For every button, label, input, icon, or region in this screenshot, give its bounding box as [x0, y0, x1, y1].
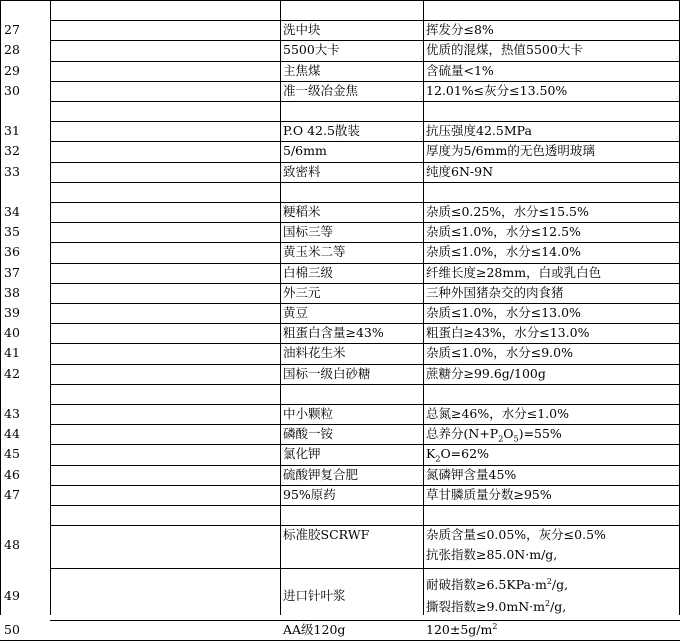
standard-line-1: 抗压强度42.5MPa: [426, 123, 532, 139]
item-standard: [423, 620, 680, 640]
table-row: [0, 303, 680, 323]
item-spec: 氯化钾: [283, 446, 321, 462]
item-spec: 致密料: [283, 163, 321, 179]
item-spec: 进口针叶浆: [283, 587, 346, 603]
row-divider: [50, 283, 680, 284]
row-number: 46: [4, 466, 20, 482]
table-row: [0, 222, 680, 242]
row-divider: [50, 162, 680, 163]
item-standard: [423, 303, 680, 323]
column-divider: [0, 0, 1, 615]
row-divider: [50, 343, 680, 344]
item-spec: AA级120g: [283, 622, 346, 638]
category-row: [0, 182, 680, 202]
item-standard: [423, 323, 680, 343]
row-divider: [50, 121, 680, 122]
row-divider: [50, 364, 680, 365]
standard-line-1: 粗蛋白≥43%，水分≤13.0%: [426, 325, 590, 341]
standard-line-2: 撕裂指数$\ge 9.0mN\cdot m^2/g$,: [426, 598, 567, 614]
item-spec: 标准胶SCRWF: [283, 527, 370, 543]
standard-line-1: 蔗糖分≥99.6g/100g: [426, 365, 546, 381]
row-number: 32: [4, 143, 20, 159]
row-number: 44: [4, 426, 20, 442]
item-standard: [423, 141, 680, 161]
column-divider: [50, 0, 51, 615]
row-divider: [50, 505, 680, 506]
item-standard: [423, 202, 680, 222]
standard-line-1: $120\pm 5g/m^2$: [426, 621, 498, 638]
row-number: 33: [4, 163, 20, 179]
standard-line-1: 总氮≥46%，水分≤1.0%: [426, 406, 569, 421]
row-divider: [50, 404, 680, 405]
standard-line-1: 氮磷钾含量45%: [426, 466, 517, 482]
standard-line-1: 杂质≤1.0%，水分≤14.0%: [426, 244, 581, 260]
row-divider: [50, 263, 680, 264]
item-standard: [423, 242, 680, 262]
standard-line-2: 抗张指数≥85.0N·m/g,: [426, 547, 558, 563]
row-divider: [50, 444, 680, 445]
category-row: [0, 505, 680, 525]
standard-line-1: $K_2O=62\%$: [426, 446, 489, 464]
item-spec: 准一级冶金焦: [283, 82, 359, 98]
column-divider: [280, 0, 281, 615]
column-divider: [423, 0, 424, 615]
table-row: [0, 283, 680, 303]
row-divider: [50, 141, 680, 142]
table-row: [0, 444, 680, 464]
item-spec: 国标一级白砂糖: [283, 365, 371, 381]
row-number: 49: [4, 587, 20, 603]
row-divider: [50, 465, 680, 466]
row-divider: [50, 620, 680, 621]
table-row: [0, 364, 680, 384]
row-divider: [50, 303, 680, 304]
standard-line-1: 杂质≤1.0%，水分≤9.0%: [426, 345, 573, 361]
table-row: [0, 121, 680, 141]
item-spec: 白棉三级: [283, 264, 334, 280]
item-spec: 粳稻米: [283, 204, 321, 219]
row-divider: [50, 101, 680, 102]
category-row: [0, 384, 680, 404]
row-divider: [50, 182, 680, 183]
item-standard: [423, 121, 680, 141]
item-standard: [423, 525, 680, 567]
row-divider: [50, 323, 680, 324]
row-number: 36: [4, 244, 20, 260]
item-spec: 5500大卡: [283, 42, 340, 58]
item-standard: [423, 61, 680, 81]
table-row: [0, 485, 680, 505]
standard-line-1: 草甘膦质量分数≥95%: [426, 486, 552, 502]
standard-line-1: 含硫量<1%: [426, 62, 494, 78]
item-standard: [423, 20, 680, 40]
standard-line-1: 杂质≤0.25%，水分≤15.5%: [426, 204, 589, 219]
row-number: 50: [4, 622, 20, 638]
item-spec: 外三元: [283, 284, 321, 300]
table-row: [0, 424, 680, 444]
item-spec: 粗蛋白含量≥43%: [283, 325, 384, 341]
item-standard: [423, 343, 680, 363]
table-row: [0, 202, 680, 222]
table-row: [0, 162, 680, 182]
standard-line-1: 总养分$(N+P_2O_5)=55\%$: [426, 426, 562, 444]
item-standard: [423, 283, 680, 303]
row-divider: [50, 424, 680, 425]
item-spec: P.O 42.5散装: [283, 123, 360, 139]
table-row: [0, 620, 680, 640]
item-spec: 油料花生米: [283, 345, 346, 361]
table-row: [0, 40, 680, 60]
standard-line-1: 挥发分≤8%: [426, 22, 494, 38]
item-standard: [423, 568, 680, 621]
row-divider: [50, 202, 680, 203]
item-spec: 主焦煤: [283, 62, 321, 78]
category-row: [0, 0, 680, 20]
row-divider: [50, 568, 680, 569]
item-standard: [423, 162, 680, 182]
item-spec: 洗中块: [283, 22, 321, 38]
row-divider: [50, 242, 680, 243]
row-number: 34: [4, 204, 20, 219]
table-row: [0, 323, 680, 343]
item-standard: [423, 364, 680, 384]
standard-line-1: 12.01%≤灰分≤13.50%: [426, 82, 568, 98]
row-divider: [50, 525, 680, 526]
standard-line-1: 杂质≤1.0%，水分≤12.5%: [426, 224, 581, 240]
row-divider: [50, 81, 680, 82]
row-number: 29: [4, 62, 20, 78]
table-row: [0, 81, 680, 101]
row-number: 40: [4, 325, 20, 341]
standard-line-1: 三种外国猪杂交的肉食猪: [426, 284, 564, 300]
item-standard: [423, 424, 680, 444]
row-number: 39: [4, 305, 20, 320]
row-number: 41: [4, 345, 20, 361]
category-row: [0, 101, 680, 121]
standard-line-1: 纯度6N-9N: [426, 163, 494, 179]
item-spec: 磷酸一铵: [283, 426, 334, 442]
row-number: 38: [4, 284, 20, 300]
item-standard: [423, 485, 680, 505]
row-divider: [50, 222, 680, 223]
item-spec: 5/6mm: [283, 143, 327, 159]
row-number: 31: [4, 123, 20, 139]
item-spec: 黄玉米二等: [283, 244, 346, 260]
item-spec: 硫酸钾复合肥: [283, 466, 359, 482]
item-spec: 国标三等: [283, 224, 334, 240]
row-number: 45: [4, 446, 20, 462]
item-spec: 95%原药: [283, 486, 336, 502]
table-row: [0, 525, 680, 567]
standard-line-1: 优质的混煤，热值5500大卡: [426, 42, 583, 58]
row-number: 43: [4, 406, 20, 421]
row-number: 42: [4, 365, 20, 381]
item-standard: [423, 444, 680, 464]
item-spec: 黄豆: [283, 305, 309, 320]
row-divider: [50, 384, 680, 385]
item-standard: [423, 263, 680, 283]
row-divider: [50, 485, 680, 486]
table-row: [0, 20, 680, 40]
standard-line-1: 杂质≤1.0%，水分≤13.0%: [426, 305, 581, 320]
row-number: 27: [4, 22, 20, 38]
item-standard: [423, 81, 680, 101]
table-row: [0, 242, 680, 262]
table-row: [0, 263, 680, 283]
row-divider: [50, 61, 680, 62]
row-number: 28: [4, 42, 20, 58]
item-standard: [423, 222, 680, 242]
table-top-border: [0, 0, 680, 1]
row-divider: [50, 20, 680, 21]
standard-line-1: 杂质含量≤0.05%，灰分≤0.5%: [426, 527, 606, 543]
row-divider: [50, 40, 680, 41]
row-number: 35: [4, 224, 20, 240]
table-row: [0, 61, 680, 81]
table-row: [0, 404, 680, 424]
table-row: [0, 343, 680, 363]
row-number: 47: [4, 486, 20, 502]
item-standard: [423, 404, 680, 424]
row-number: 48: [4, 537, 20, 553]
table-row: [0, 141, 680, 161]
row-number: 37: [4, 264, 20, 280]
standard-line-1: 纤维长度≥28mm，白或乳白色: [426, 264, 602, 280]
item-standard: [423, 40, 680, 60]
standard-line-1: 耐破指数$\ge 6.5KPa\cdot m^2/g$,: [426, 576, 569, 592]
table-row: [0, 465, 680, 485]
item-standard: [423, 465, 680, 485]
item-spec: 中小颗粒: [283, 406, 334, 421]
row-number: 30: [4, 82, 20, 98]
standard-line-1: 厚度为5/6mm的无色透明玻璃: [426, 143, 595, 159]
table-row: [0, 568, 680, 621]
